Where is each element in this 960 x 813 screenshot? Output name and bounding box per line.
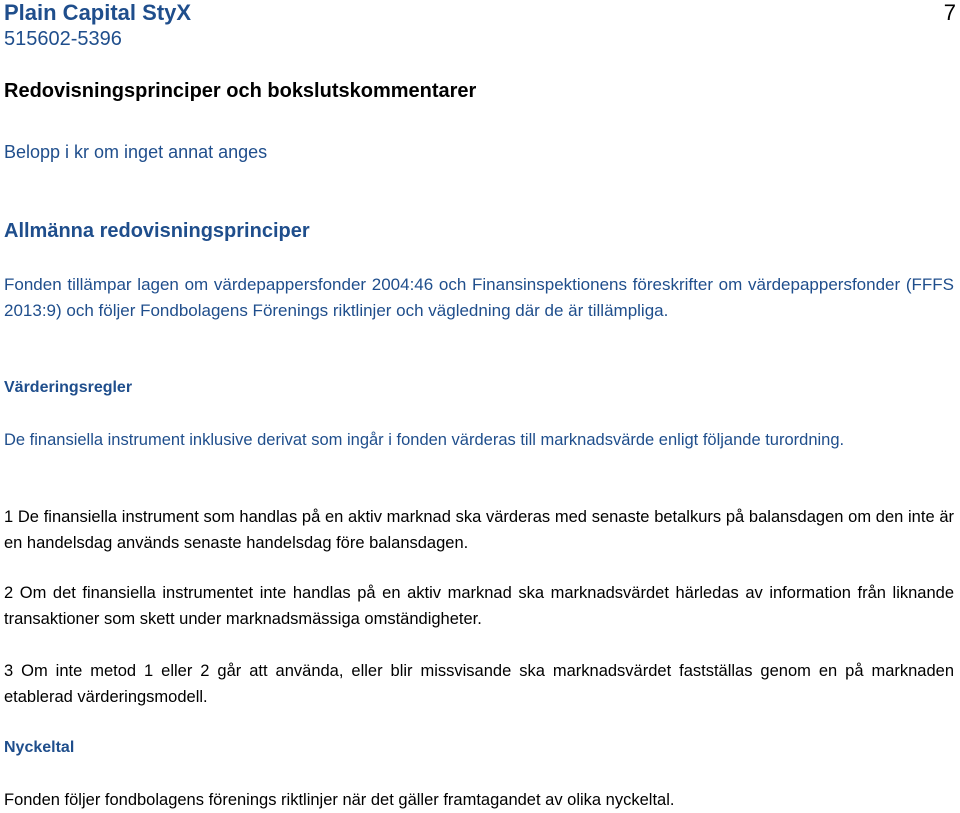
valuation-rule-2: 2 Om det finansiella instrumentet inte handlas på en aktiv marknad ska marknadsvärdet härledas av information från liknande transaktioner som skett under marknadsmässiga omständigheter. — [4, 584, 954, 628]
section-title: Redovisningsprinciper och bokslutskommentarer — [4, 80, 477, 102]
organization-number: 515602-5396 — [4, 28, 122, 50]
key-figures-title: Nyckeltal — [4, 739, 75, 756]
company-name: Plain Capital StyX — [4, 0, 192, 25]
valuation-rule-1: 1 De finansiella instrument som handlas på en aktiv marknad ska värderas med senaste betalkurs på balansdagen om den inte är en handelsdag används senaste handelsdag före balansdagen. — [4, 508, 954, 552]
general-principles-text: Fonden tillämpar lagen om värdepappersfonder 2004:46 och Finansinspektionens föreskrifter om värdepappersfonder (FFFS 2013:9) och följer Fondbolagens Förenings riktlinjer och vägledning där de är tillämpliga. — [4, 275, 954, 320]
valuation-rules-intro: De finansiella instrument inklusive derivat som ingår i fonden värderas till marknadsvärde enligt följande turordning. — [4, 431, 845, 449]
amount-note: Belopp i kr om inget annat anges — [4, 142, 268, 162]
page-number: 7 — [943, 0, 956, 25]
key-figures-text: Fonden följer fondbolagens förenings riktlinjer när det gäller framtagandet av olika nyckeltal. — [4, 791, 675, 809]
general-principles-title: Allmänna redovisningsprinciper — [4, 220, 310, 242]
page-header — [4, 0, 956, 56]
valuation-rule-3: 3 Om inte metod 1 eller 2 går att använda, eller blir missvisande ska marknadsvärdet fastställas genom en på marknaden etablerad värderingsmodell. — [4, 662, 954, 706]
valuation-rules-title: Värderingsregler — [4, 379, 133, 396]
